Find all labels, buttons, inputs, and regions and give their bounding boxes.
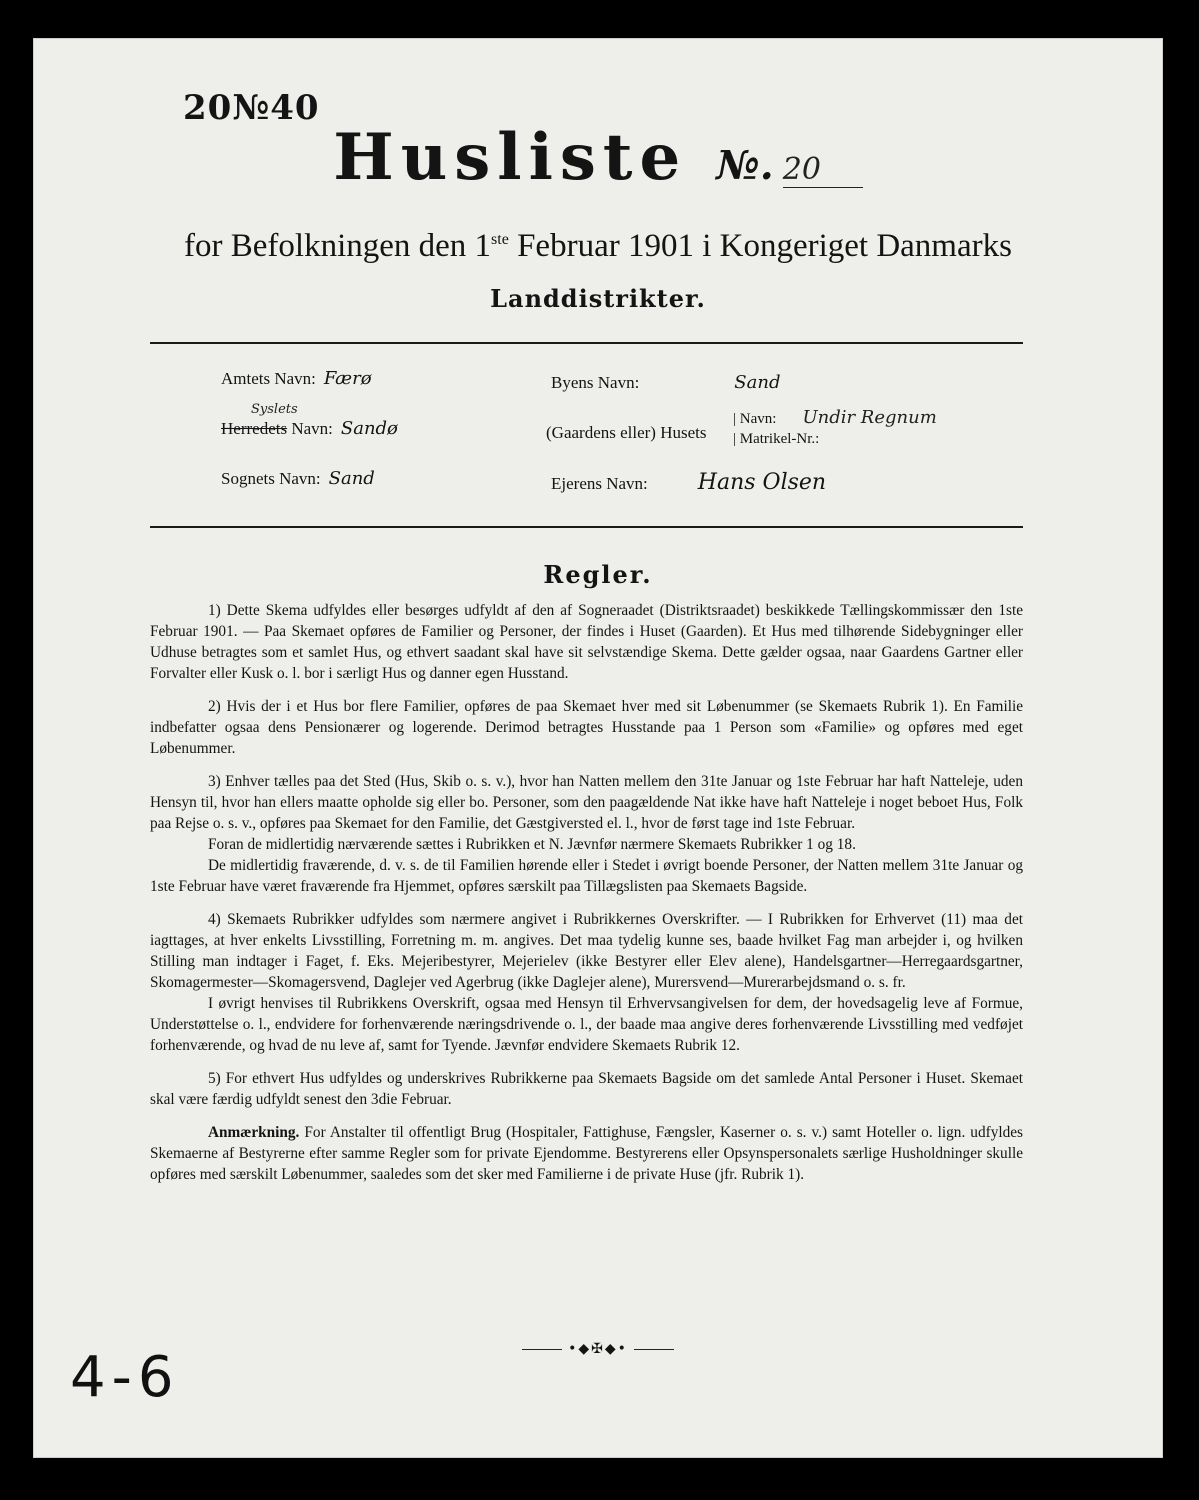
rule-2: 2) Hvis der i et Hus bor flere Familier, opføres de paa Skemaet hver med sit Løbenummer (se Skemaets Rubrik 1). En Familie indbefatter ogsaa dens Pensionærer og logerende. Derimod betragtes Husstande paa 1 Person som «Familie» og opføres med eget Løbenummer. [150, 698, 1023, 757]
form-number-label: №. [716, 142, 774, 189]
rule-5: 5) For ethvert Hus udfyldes og underskrives Rubrikkerne paa Skemaets Bagside om det samlede Antal Personer i Huset. Skemaet skal være færdig udfyldt senest den 3die Februar. [150, 1070, 1023, 1108]
ornament-divider [33, 1341, 1163, 1357]
ejer-field [551, 470, 826, 495]
subtitle-post: Februar 1901 i Kongeriget Danmarks [508, 228, 1012, 264]
matrikel-row: | Matrikel-Nr.: [733, 431, 820, 447]
gaard-navn-label: Navn: [739, 411, 777, 427]
form-title: Husliste [333, 120, 688, 195]
middle-divider [150, 526, 1023, 528]
ornament-glyph: •◆✠◆• [568, 1341, 628, 1357]
rule-3b: Foran de midlertidig nærværende sættes i Rubrikken et N. Jævnfør nærmere Skemaets Rubrikker 1 og 18. [208, 836, 856, 853]
rules-title: Regler. [543, 560, 653, 589]
amt-label: Amtets Navn: [221, 369, 316, 388]
gaard-navn-value: Undir Regnum [802, 407, 937, 428]
gaard-subfields [733, 408, 937, 449]
herred-label: Herredets [221, 419, 288, 438]
census-form-page [33, 38, 1163, 1458]
sogn-field [221, 468, 375, 489]
rule-4a: 4) Skemaets Rubrikker udfyldes som nærmere angivet i Rubrikkernes Overskrifter. — I Rubrikken for Erhvervet (11) maa det iagttages, at hver enkelts Livsstilling, Forretning m. m. angives. Det maa tydelig kunne ses, baade hvilket Fag man arbejder i, og hvilken Stilling man indtager i Faget, f. Eks. Mejeribestyrer, Mejerielev (ikke Bestyrer eller Elev alene), Handelsgartner—Herregaardsgartner, Skomagermester—Skomagersvend, Daglejer ved Agerbrug (ikke Daglejer alene), Murersvend—Murerarbejdsmand o. s. fr. [150, 911, 1023, 991]
sogn-label: Sognets Navn: [221, 469, 321, 488]
amt-value: Færø [323, 368, 372, 389]
ornament-line-left [522, 1349, 562, 1350]
gaard-navn-row: | Navn: Undir Regnum [733, 407, 937, 428]
syssel-above: Syslets [251, 402, 298, 417]
rules-body [150, 600, 1023, 1197]
remark-text: For Anstalter til offentligt Brug (Hospitaler, Fattighuse, Fængsler, Kaserner o. s. v.) samt Hoteller o. lign. udfyldes Skemaerne af Bestyrerne efter samme Regler som for private Ejendomme. Bestyrerens eller Opsynspersonalets særlige Husholdninger skulle opføres med særskilt Løbenummer, saaledes som det sker med Familierne i de private Huse (jfr. Rubrik 1). [150, 1124, 1023, 1183]
ejer-value: Hans Olsen [697, 470, 827, 495]
gaard-label: (Gaardens eller) Husets [546, 423, 707, 442]
subtitle-pre: for Befolkningen den 1 [184, 228, 492, 264]
by-value: Sand [734, 372, 781, 393]
rule-3a: 3) Enhver tælles paa det Sted (Hus, Skib o. s. v.), hvor han Natten mellem den 31te Januar og 1ste Februar har haft Natteleje, uden Hensyn til, hvor han ellers maatte opholde sig eller bo. Personer, som den paagældende Nat ikke have haft Natteleje i noget beboet Hus, Folk paa Rejse o. s. v., opføres paa Skemaet for den Familie, det Gæstgiversted el. l., hvor de først tage ind 1ste Februar. [150, 773, 1023, 832]
ornament-line-right [634, 1349, 674, 1350]
title-row [33, 120, 1163, 195]
handwritten-note: 4-6 [70, 1345, 180, 1410]
matrikel-label: Matrikel-Nr.: [739, 431, 820, 447]
top-divider [150, 342, 1023, 344]
rule-3c: De midlertidig fraværende, d. v. s. de til Familien hørende eller i Stedet i øvrigt boende Personer, der Natten mellem 31te Januar og 1ste Februar have været fraværende fra Hjemmet, opføres særskilt paa Tillægslisten paa Skemaets Bagside. [150, 857, 1023, 895]
ejer-label: Ejerens Navn: [551, 474, 648, 493]
syssel-annotation [251, 398, 298, 418]
herred-value: Sandø [340, 418, 398, 439]
gaard-field [546, 423, 707, 443]
form-number-value: 20 [783, 152, 863, 188]
district-heading: Landdistrikter. [490, 284, 706, 313]
sogn-value: Sand [328, 468, 375, 489]
remark [150, 1122, 1023, 1185]
rule-4b: I øvrigt henvises til Rubrikkens Overskrift, ogsaa med Hensyn til Erhvervsangivelsen for dem, der hovedsagelig leve af Formue, Understøttelse o. l., endvidere for forhenværende næringsdrivende o. l., der baade maa angive deres forhenværende Livsstilling med vedføjet forhenværende, og hvad de nu leve af, samt for Tyende. Jævnfør endvidere Skemaets Rubrik 12. [150, 995, 1023, 1054]
form-subtitle [33, 228, 1163, 265]
remark-label: Anmærkning. [208, 1124, 300, 1141]
by-field [551, 372, 780, 393]
stamp-number: 20№40 [183, 88, 320, 128]
herred-field [221, 418, 398, 439]
by-label: Byens Navn: [551, 373, 640, 392]
subtitle-sup: ste [491, 231, 509, 248]
amt-field [221, 368, 372, 389]
herred-navn-label: Navn: [291, 419, 333, 438]
rule-1: 1) Dette Skema udfyldes eller besørges udfyldt af den af Sogneraadet (Distriktsraadet) beskikkede Tællingskommissær den 1ste Februar 1901. — Paa Skemaet opføres de Familier og Personer, der findes i Huset (Gaarden). Et Hus med tilhørende Sidebygninger eller Udhuse betragtes som et samlet Hus, og ethvert saadant skal have sit selvstændige Skema. Dette gælder ogsaa, naar Gaardens Gartner eller Forvalter eller Kusk o. l. bor i særligt Hus og danner egen Husstand. [150, 602, 1023, 682]
